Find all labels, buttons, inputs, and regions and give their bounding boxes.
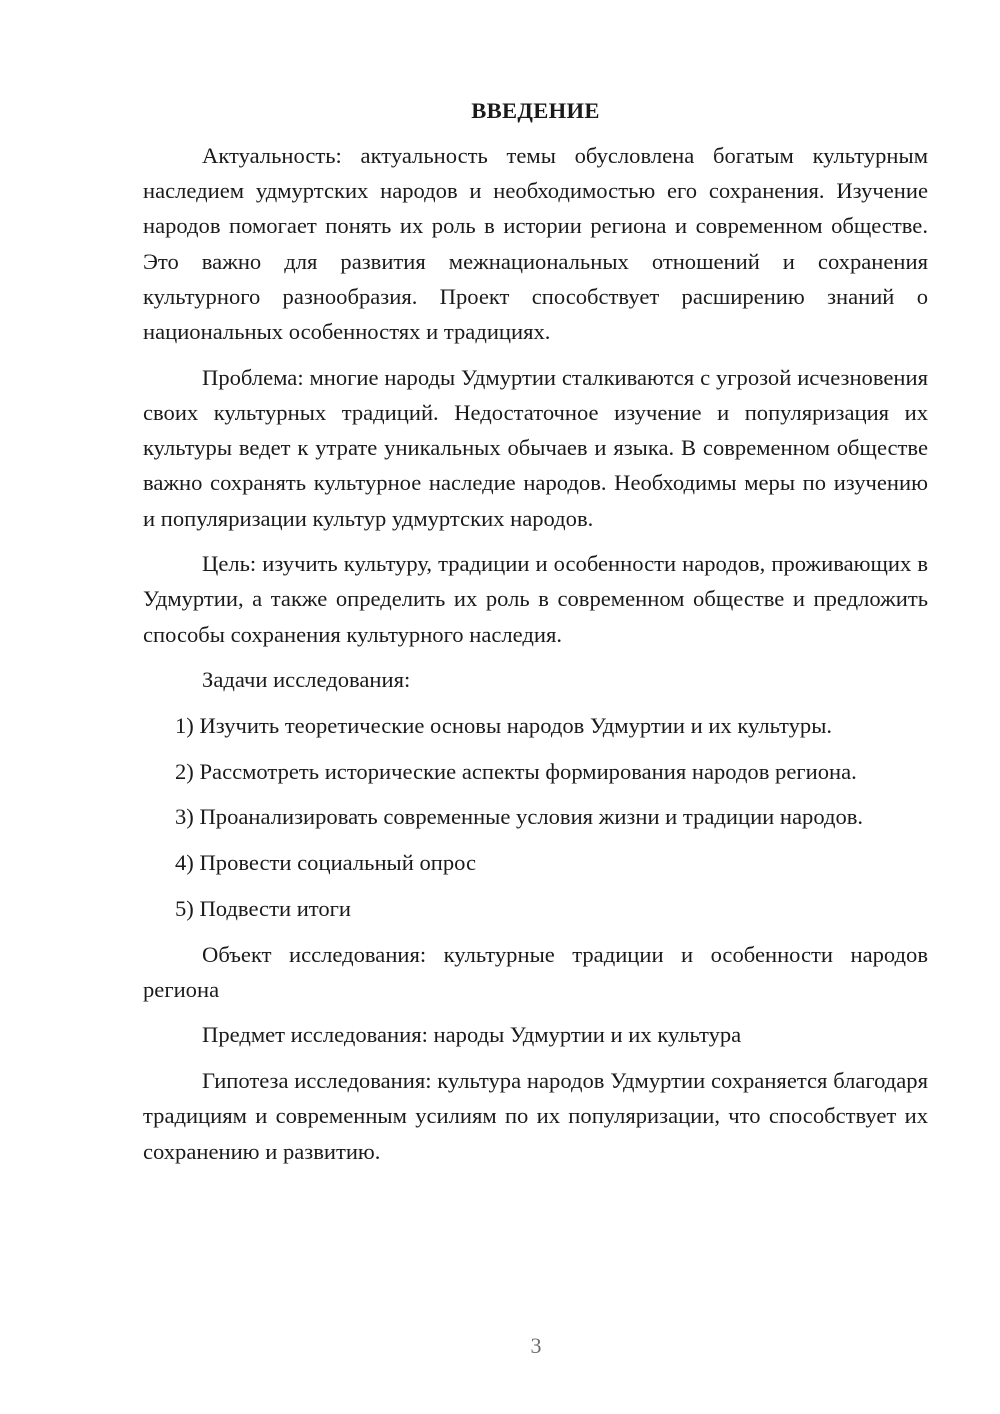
object-paragraph: Объект исследования: культурные традиции и особенности народов региона (143, 941, 928, 1002)
goal-paragraph: Цель: изучить культуру, традиции и особенности народов, проживающих в Удмуртии, а также определить их роль в современном обществе и предложить способы сохранения культурного наследия. (143, 551, 928, 647)
task-item: 2) Рассмотреть исторические аспекты формирования народов региона. (175, 758, 857, 784)
page-number: 3 (530, 1333, 542, 1358)
task-item: 3) Проанализировать современные условия жизни и традиции народов. (175, 804, 864, 830)
document-body (143, 93, 928, 1179)
hypothesis-paragraph: Гипотеза исследования: культура народов Удмуртии сохраняется благодаря традициям и современным усилиям по их популяризации, что способствует их сохранению и развитию. (143, 1068, 928, 1164)
task-item: 5) Подвести итоги (175, 895, 352, 921)
section-heading: ВВЕДЕНИЕ (471, 98, 600, 123)
task-item: 4) Провести социальный опрос (175, 850, 477, 876)
subject-paragraph: Предмет исследования: народы Удмуртии и их культура (202, 1022, 742, 1048)
task-item: 1) Изучить теоретические основы народов Удмуртии и их культуры. (175, 713, 833, 739)
problem-paragraph: Проблема: многие народы Удмуртии сталкиваются с угрозой исчезновения своих культурных традиций. Недостаточное изучение и популяризация их культуры ведет к утрате уникальных обычаев и языка. В современном обществе важно сохранять культурное наследие народов. Необходимы меры по изучению и популяризации культур удмуртских народов. (143, 364, 928, 531)
relevance-paragraph: Актуальность: актуальность темы обусловлена богатым культурным наследием удмуртских народов и необходимостью его сохранения. Изучение народов помогает понять их роль в истории региона и современном обществе. Это важно для развития межнациональных отношений и сохранения культурного разнообразия. Проект способствует расширению знаний о национальных особенностях и традициях. (143, 143, 928, 345)
tasks-title: Задачи исследования: (202, 667, 411, 693)
